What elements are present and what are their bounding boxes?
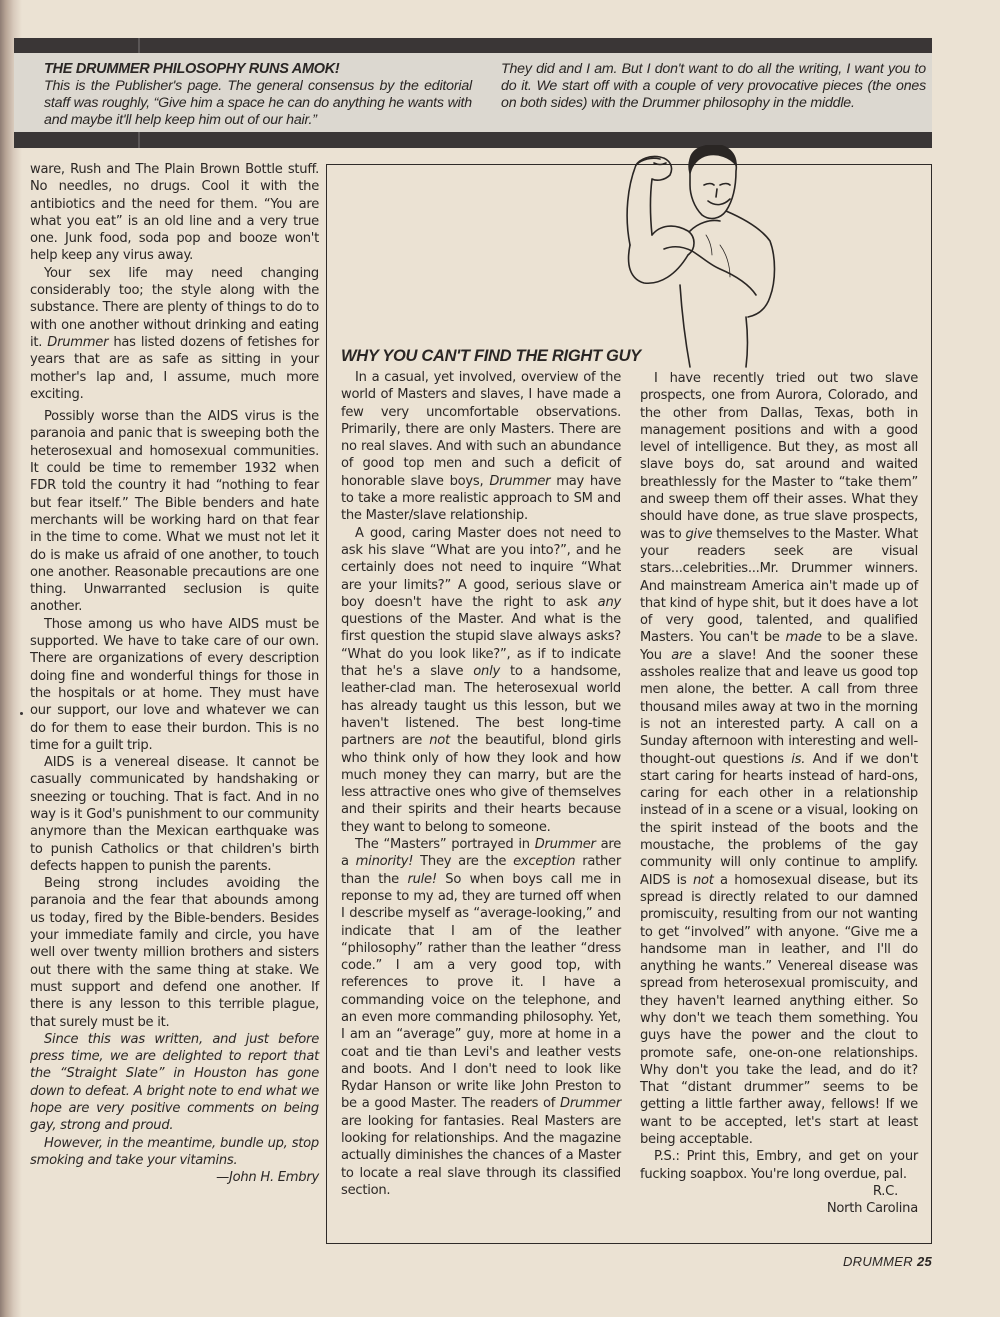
italic-text: not <box>429 733 450 749</box>
illustration-face <box>704 184 730 205</box>
letter-right-column <box>640 370 918 1218</box>
illustration-pointing-hand <box>664 247 756 295</box>
page-spine-shadow <box>0 0 22 1317</box>
text: are looking for fantasies. Real Masters are looking for relationships. And the magazine actually diminishes the chances of a Master to locate a real slave through its classified section. <box>341 1113 621 1198</box>
band-notch <box>138 132 140 148</box>
text: I have recently tried out two slave prospects, one from Aurora, Colorado, and the other from Dallas, Texas, both in management positions and with a good level of intelligence. But they, as most all slave boys do, sat around and waited breathlessly for the Master to “take them” and sweep them off their asses. What they should have done, as true slave prospects, was to <box>640 371 918 542</box>
italic-text: only <box>473 664 500 680</box>
publisher-header-box <box>14 53 932 132</box>
paragraph: ware, Rush and The Plain Brown Bottle stuff. No needles, no drugs. Cool it with the antibiotics and the need for them. “You are what you eat” is an old line and a very true one. Junk food, soda pop and booze won't help keep any virus away. <box>30 162 319 264</box>
italic-text: Drummer <box>489 473 551 489</box>
text: In a casual, yet involved, overview of the world of Masters and slaves, I have made a few very uncomfortable observations. Primarily, there are only Masters. There are no real slaves. And with such an abundance of good top men and such a deficit of honorable slave boys, <box>341 370 621 489</box>
paragraph <box>640 370 918 1148</box>
italic-text: is. <box>791 751 806 767</box>
header-title: THE DRUMMER PHILOSOPHY RUNS AMOK! <box>44 61 340 77</box>
paragraph: P.S.: Print this, Embry, and get on your fucking soapbox. You're long overdue, pal. <box>640 1149 918 1182</box>
left-column <box>30 161 319 1187</box>
text: questions of the Master. And what is the first question the stupid slave always asks? “What do you look like?”, as if to indicate that he's a slave <box>341 612 621 680</box>
italic-text: minority! <box>355 854 414 870</box>
italic-text: Drummer <box>47 334 109 350</box>
illustration-forearm <box>629 245 688 283</box>
paragraph <box>341 525 621 836</box>
italic-text: rule! <box>407 871 437 887</box>
text: to a handsome, leather-clad man. The heterosexual world has already taught us this lesson, but we haven't listened. The best long-time partners are <box>341 664 621 749</box>
text: to be a slave. You <box>640 630 918 663</box>
paragraph: AIDS is a venereal disease. It cannot be casually communicated by handshaking or sneezing or touching. That is fact. And in no way is it God's punishment to our community anymore than the Mexican earthquake was to punish Catholics or that children's birth defects happen to punish the parents. <box>30 755 319 874</box>
text: Your sex life may need changing considerably too; the style along with the substance. There are plenty of things to do to with one another without drinking and eating it. <box>30 265 319 350</box>
text: the beautiful, blond girls who think only of how they look and how much money they can marry, but are the less attractive ones who give of themselves and their spirits and their hearts because they want to belong to someone. <box>341 733 621 835</box>
paragraph <box>341 369 621 525</box>
letter-title: WHY YOU CAN'T FIND THE RIGHT GUY <box>341 347 641 365</box>
paragraph <box>341 836 621 1199</box>
illustration-torso <box>690 211 775 317</box>
header-left-column <box>44 61 472 129</box>
magazine-name: DRUMMER <box>842 1254 913 1269</box>
letter-initials: R.C. <box>872 1183 898 1199</box>
header-right-text: They did and I am. But I don't want to do all the writing, I want you to do it. We start off with a couple of very provocative pieces (the ones on both sides) with the Drummer philosophy in the middle. <box>501 61 926 111</box>
text: has listed dozens of fetishes for years that are as safe as sitting in your mother's lap and, I assume, much more exciting. <box>30 334 319 402</box>
paragraph <box>30 265 319 403</box>
italic-text: exception <box>513 854 576 870</box>
italic-text: give <box>685 526 713 542</box>
italic-text: made <box>785 630 822 646</box>
signature: —John H. Embry <box>216 1170 319 1186</box>
text: are a <box>341 837 621 870</box>
illustration-fist <box>636 158 666 165</box>
paragraph: However, in the meantime, bundle up, stop smoking and take your vitamins. <box>30 1135 319 1168</box>
illustration-bicep <box>652 226 694 255</box>
paragraph: Since this was written, and just before press time, we are delighted to report that the “Straight Slate” in Houston has gone down to defeat. A bright note to end what we hope are very positive comments on being gay, strong and proud. <box>30 1031 319 1134</box>
italic-text: not <box>692 872 714 888</box>
illustration-body-lower <box>680 285 748 367</box>
italic-text: Drummer <box>560 1096 621 1112</box>
paragraph: Possibly worse than the AIDS virus is the paranoia and panic that is sweeping both the heterosexual and homosexual communities. It could be time to remember 1932 when FDR told the country it had “nothing to fear but fear itself.” The Bible benders and hate merchants will be working hard on that fear in the time to come. What we must not let it do is make us afraid of one another, to touch one another. Reasonable precautions are one thing. Unwarranted seclusion is quite another. <box>30 409 319 615</box>
band-notch <box>138 38 140 53</box>
ink-dot <box>20 712 23 715</box>
text: themselves to the Master. What your readers seek are visual stars...celebrities...Mr. Drummer winners. And mainstream America ain't made up of that kind of hype shit, but it does have a lot of very good, talented, and qualified Masters. You can't be <box>640 526 918 646</box>
text: So when boys call me in reponse to my ad, they are turned off when I describe myself as “average-looking,” and indicate that I am of the leather “philosophy” rather than the leather “dress code.” I am a very good top, with references to prove it. I have a commanding voice on the telephone, and an even more commanding philosophy. Yet, I am an “average” guy, more at home in a coat and tie than Levi's and leather vests and boots. And I don't need to look like Rydar Hanson or write like John Preston to be a good Master. The readers of <box>341 871 621 1112</box>
text: rather than the <box>341 854 621 887</box>
page-footer <box>843 1254 932 1269</box>
page-number: 25 <box>916 1254 932 1269</box>
italic-text: Drummer <box>534 837 596 853</box>
text: a homosexual disease, but its spread is directly related to our damned promiscuity, resulting from our not wanting to get “involved” with anyone. “Give me a handsome man in leather, and I'll do anything he wants.” Venereal disease was spread from heterosexual promiscuity, and they haven't learned anything either. So why don't we teach them something. You guys have the power and the clout to promote safe, one-on-one relationships. Why don't you take the lead, and do it? That “distant drummer” seems to be getting a little farther away, fellows! If we want to be accepted, let's start at least being acceptable. <box>640 872 919 1148</box>
text: And if we don't start caring for hearts instead of hard-ons, caring for each other in a relationship instead of in a scene or a visual, looking on the spirit instead of the boots and the moustache, the problems of the gay community will only continue to amplify. AIDS is <box>640 751 918 888</box>
letter-location: North Carolina <box>826 1201 918 1217</box>
paragraph: Being strong includes avoiding the paranoia and the fear that abounds among us today, fired by the Bible-benders. Besides your immediate family and circle, you have well over twenty million brothers and sisters out there with the same thing at stake. We must support and defend one another. If there is any lesson to this terrible plague, that surely must be it. <box>30 876 319 1030</box>
illustration-arm-raised <box>627 156 671 245</box>
flexing-man-illustration <box>570 145 810 370</box>
text: The “Masters” portrayed in <box>355 837 535 853</box>
illustration-shading <box>706 235 730 277</box>
text: may have to take a more realistic approach to SM and the Master/slave relationship. <box>341 473 621 524</box>
italic-text: any <box>597 594 621 610</box>
header-left-text: This is the Publisher's page. The general consensus by the editorial staff was roughly, “Give him a space he can do anything he wants with and maybe it'll help keep him out of our hair.” <box>44 78 472 128</box>
letter-middle-column <box>341 369 621 1199</box>
text: They are the <box>413 854 514 870</box>
italic-text: are <box>671 647 692 663</box>
top-dark-band <box>14 38 932 53</box>
paragraph: Those among us who have AIDS must be supported. We have to take care of our own. There are organizations of every description doing fine and wonderful things for those in the hospitals or at home. They must have our support, our love and whatever we can do for them to ease their burdon. This is no time for a guilt trip. <box>30 616 319 753</box>
text: a slave! And the sooner these assholes realize that and leave us good top men alone, the better. A call from three thousand miles away at two in the morning is not an interested party. A call on a Sunday afternoon with interesting and well-thought-out questions <box>640 647 918 767</box>
text: A good, caring Master does not need to ask his slave “What are you into?”, and he certainly does not need to inquire “What are your limits?” A good, serious slave or boy doesn't have the right to ask <box>341 525 621 610</box>
